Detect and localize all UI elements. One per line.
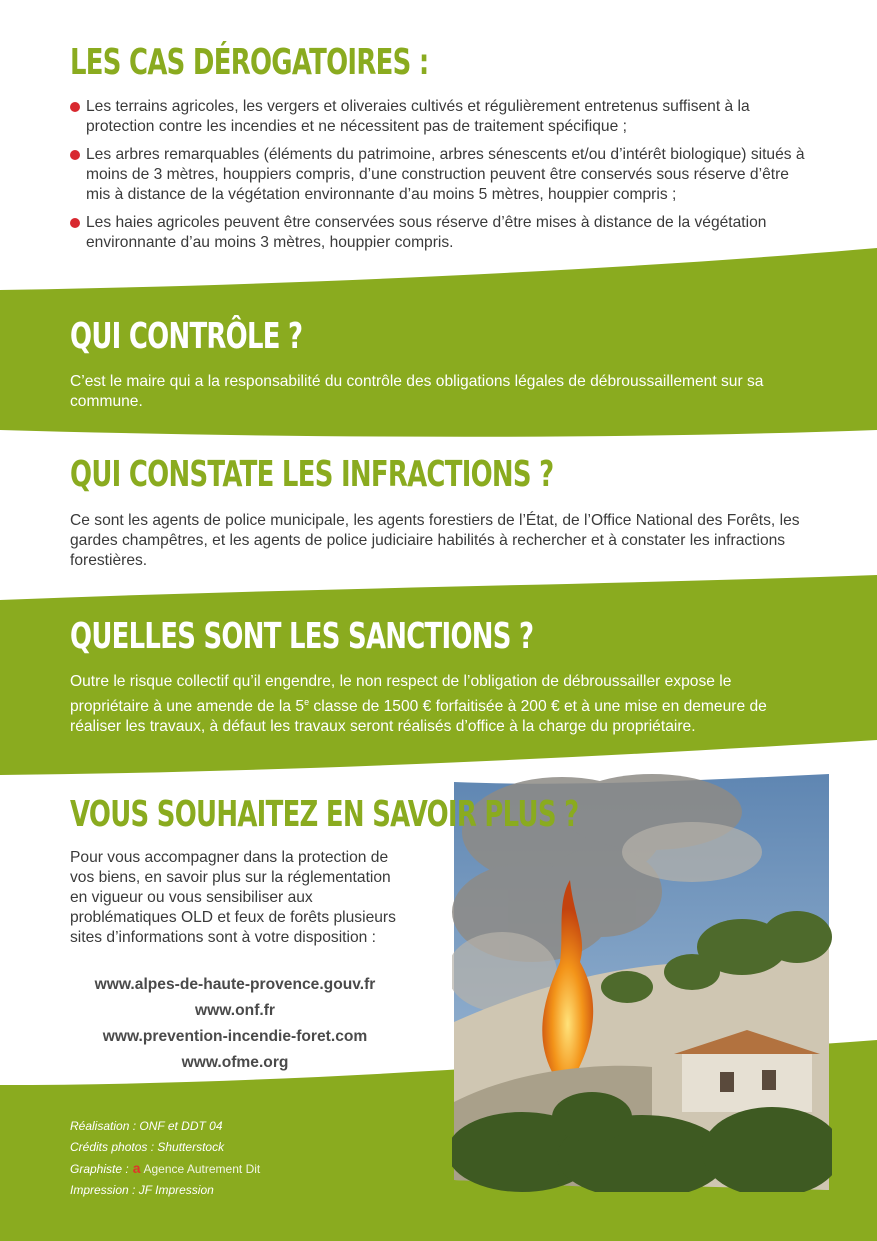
list-item [70,145,810,205]
credit-impression: Impression : JF Impression [70,1183,214,1197]
list-item-text: Les haies agricoles peuvent être conservées sous réserve d’être mises à distance de la végétation environnante d’au moins 3 mètres, houppier compris. [86,214,767,251]
link-prevention-incendie[interactable]: www.prevention-incendie-foret.com [102,1028,368,1045]
section-text-qui-controle: C’est le maire qui a la responsabilité du contrôle des obligations légales de débroussaillement sur sa commune. [70,373,764,410]
bullet-dot-icon [70,218,80,228]
bullet-dot-icon [70,102,80,112]
list-item [70,97,810,137]
credit-photos: Crédits photos : Shutterstock [70,1140,225,1154]
section-title-sanctions: QUELLES SONT LES SANCTIONS ? [70,616,534,657]
credit-realisation: Réalisation : ONF et DDT 04 [70,1119,223,1133]
section-text-en-savoir-plus: Pour vous accompagner dans la protection de vos biens, en savoir plus sur la réglementation en vigueur ou vous sensibiliser aux problématiques OLD et feux de forêts plusieurs sites d’informations sont à votre disposition : [70,849,396,946]
section-title-infractions: QUI CONSTATE LES INFRACTIONS ? [70,454,554,495]
section-text-sanctions: Outre le risque collectif qu’il engendre, le non respect de l’obligation de débroussailler expose le propriétaire à une amende de la 5e classe de 1500 € forfaitisée à 200 € et à une mise en demeure de réaliser les travaux, à défaut les travaux seront réalisés d’office à la charge du propriétaire. [70,673,767,736]
section-title-cas-derogatoires: LES CAS DÉROGATOIRES : [70,42,429,83]
section-title-en-savoir-plus: VOUS SOUHAITEZ EN SAVOIR PLUS ? [70,794,579,835]
forest-fire-photo [452,772,832,1192]
credits [70,1116,260,1201]
section-title-qui-controle: QUI CONTRÔLE ? [70,316,303,357]
link-ofme[interactable]: www.ofme.org [181,1054,289,1071]
link-prefecture[interactable]: www.alpes-de-haute-provence.gouv.fr [94,976,376,993]
section-text-infractions: Ce sont les agents de police municipale, les agents forestiers de l’État, de l’Office National des Forêts, les gardes champêtres, et les agents de police judiciaire habilités à rechercher et à constater les infractions forestières. [70,512,800,569]
derogation-list [70,97,810,261]
info-links-list [70,972,400,1076]
list-item-text: Les terrains agricoles, les vergers et oliveraies cultivés et régulièrement entretenus suffisent à la protection contre les incendies et ne nécessitent pas de traitement spécifique ; [86,98,750,135]
link-onf[interactable]: www.onf.fr [195,1002,275,1019]
credit-graphiste: Graphiste : a Agence Autrement Dit [70,1158,260,1180]
list-item [70,213,810,253]
agency-logo-icon: a [132,1160,141,1176]
bullet-dot-icon [70,150,80,160]
list-item-text: Les arbres remarquables (éléments du patrimoine, arbres sénescents et/ou d’intérêt biologique) situés à moins de 3 mètres, houppiers compris, d’une construction peuvent être conservés sous réserve d’être mis à distance de la végétation environnante d’au moins 5 mètres, houppier compris ; [86,146,805,203]
